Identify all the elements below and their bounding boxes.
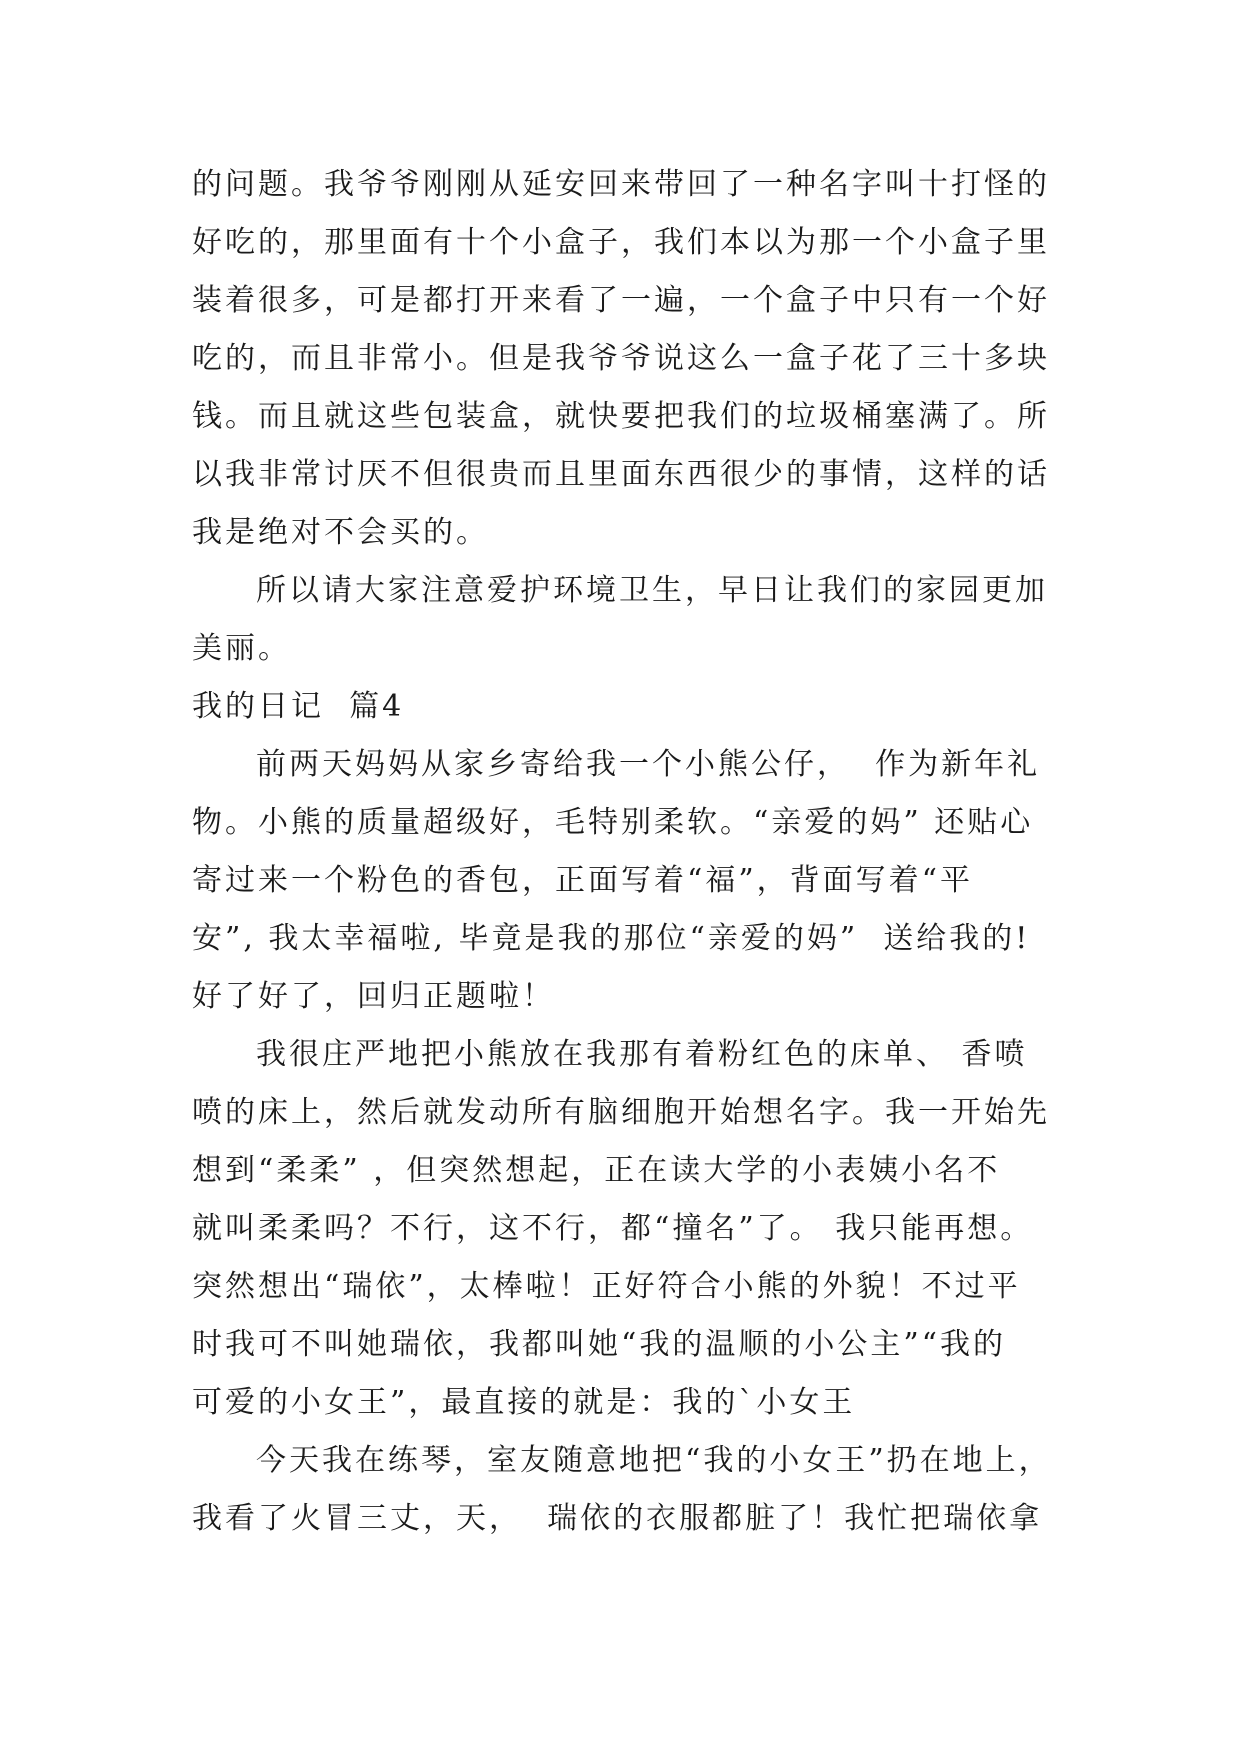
text-line: 装着很多，可是都打开来看了一遍，一个盒子中只有一个好 bbox=[192, 283, 1050, 318]
text-line: 的问题。我爷爷刚刚从延安回来带回了一种名字叫十打怪的 bbox=[192, 167, 1050, 202]
text-line: 想到“柔柔” ，但突然想起，正在读大学的小表姨小名不 bbox=[192, 1153, 1001, 1188]
text-line: 喷的床上，然后就发动所有脑细胞开始想名字。我一开始先 bbox=[192, 1095, 1050, 1130]
paragraph-start-line: 所以请大家注意爱护环境卫生，早日让我们的家园更加 bbox=[256, 573, 1048, 608]
text-line: 好吃的，那里面有十个小盒子，我们本以为那一个小盒子里 bbox=[192, 225, 1050, 260]
section-heading: 我的日记 篇4 bbox=[192, 689, 405, 724]
text-line: 我看了火冒三丈，天， 瑞依的衣服都脏了！我忙把瑞依拿 bbox=[192, 1501, 1043, 1536]
text-line: 美丽。 bbox=[192, 631, 291, 666]
text-line: 物。小熊的质量超级好，毛特别柔软。“亲爱的妈” 还贴心 bbox=[192, 805, 1034, 840]
paragraph-start-line: 我很庄严地把小熊放在我那有着粉红色的床单、 香喷 bbox=[256, 1037, 1028, 1072]
text-line: 就叫柔柔吗？不行，这不行，都“撞名”了。 我只能再想。 bbox=[192, 1211, 1034, 1246]
paragraph-start-line: 今天我在练琴，室友随意地把“我的小女王”扔在地上， bbox=[256, 1443, 1052, 1478]
text-line: 时我可不叫她瑞依，我都叫她“我的温顺的小公主”“我的 bbox=[192, 1327, 1007, 1362]
paragraph-start-line: 前两天妈妈从家乡寄给我一个小熊公仔， 作为新年礼 bbox=[256, 747, 1041, 782]
text-line: 突然想出“瑞依”，太棒啦！正好符合小熊的外貌！不过平 bbox=[192, 1269, 1021, 1304]
text-line: 寄过来一个粉色的香包，正面写着“福”，背面写着“平 bbox=[192, 863, 974, 898]
text-line: 以我非常讨厌不但很贵而且里面东西很少的事情，这样的话 bbox=[192, 457, 1050, 492]
text-line: 安”, 我太幸福啦, 毕竟是我的那位“亲爱的妈” 送给我的! bbox=[192, 921, 1031, 956]
text-line: 可爱的小女王”，最直接的就是：我的`小女王 bbox=[192, 1385, 856, 1420]
text-line: 钱。而且就这些包装盒，就快要把我们的垃圾桶塞满了。所 bbox=[192, 399, 1050, 434]
text-line: 好了好了，回归正题啦！ bbox=[192, 979, 555, 1014]
text-line: 吃的，而且非常小。但是我爷爷说这么一盒子花了三十多块 bbox=[192, 341, 1050, 376]
text-line: 我是绝对不会买的。 bbox=[192, 515, 489, 550]
